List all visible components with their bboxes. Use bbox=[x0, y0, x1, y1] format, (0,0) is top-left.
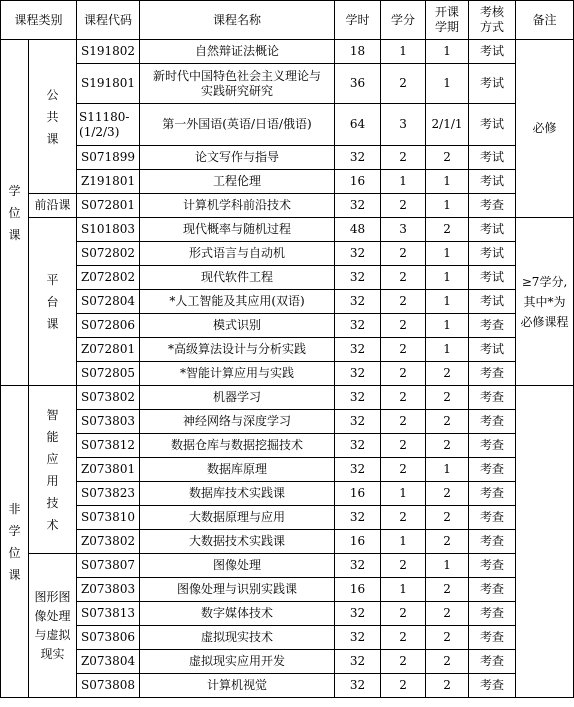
course-code: S073803 bbox=[77, 410, 140, 434]
course-code: S073807 bbox=[77, 554, 140, 578]
course-exam: 考试 bbox=[469, 266, 516, 290]
course-credits: 1 bbox=[381, 170, 426, 194]
course-exam: 考试 bbox=[469, 218, 516, 242]
course-term: 2 bbox=[426, 674, 469, 698]
course-code: Z073801 bbox=[77, 458, 140, 482]
course-name: 虚拟现实应用开发 bbox=[140, 650, 335, 674]
header-category: 课程类别 bbox=[1, 1, 77, 40]
course-credits: 2 bbox=[381, 506, 426, 530]
course-credits: 1 bbox=[381, 482, 426, 506]
course-name: 虚拟现实技术 bbox=[140, 626, 335, 650]
course-name: 计算机学科前沿技术 bbox=[140, 194, 335, 218]
course-credits: 3 bbox=[381, 218, 426, 242]
table-row bbox=[1, 242, 574, 266]
header-hours: 学时 bbox=[335, 1, 381, 40]
course-name: *人工智能及其应用(双语) bbox=[140, 290, 335, 314]
course-credits: 2 bbox=[381, 338, 426, 362]
table-row bbox=[1, 194, 574, 218]
course-term: 1 bbox=[426, 266, 469, 290]
table-row bbox=[1, 218, 574, 242]
course-name: 大数据原理与应用 bbox=[140, 506, 335, 530]
course-name: 神经网络与深度学习 bbox=[140, 410, 335, 434]
table-row bbox=[1, 458, 574, 482]
group-platform-courses: 平台课 bbox=[29, 218, 77, 386]
course-name: 计算机视觉 bbox=[140, 674, 335, 698]
course-term: 1 bbox=[426, 170, 469, 194]
course-code: S072801 bbox=[77, 194, 140, 218]
header-credits: 学分 bbox=[381, 1, 426, 40]
course-hours: 32 bbox=[335, 410, 381, 434]
course-hours: 32 bbox=[335, 386, 381, 410]
course-exam: 考试 bbox=[469, 64, 516, 104]
course-term: 2 bbox=[426, 218, 469, 242]
course-credits: 2 bbox=[381, 434, 426, 458]
course-exam: 考查 bbox=[469, 578, 516, 602]
course-credits: 2 bbox=[381, 194, 426, 218]
course-name: 图像处理 bbox=[140, 554, 335, 578]
course-exam: 考查 bbox=[469, 386, 516, 410]
course-exam: 考查 bbox=[469, 482, 516, 506]
course-term: 1 bbox=[426, 458, 469, 482]
course-term: 2 bbox=[426, 578, 469, 602]
table-row bbox=[1, 506, 574, 530]
course-exam: 考查 bbox=[469, 458, 516, 482]
course-code: S072802 bbox=[77, 242, 140, 266]
header-code: 课程代码 bbox=[77, 1, 140, 40]
course-name: 数字媒体技术 bbox=[140, 602, 335, 626]
course-name: 数据库原理 bbox=[140, 458, 335, 482]
course-code: S101803 bbox=[77, 218, 140, 242]
course-name: 数据库技术实践课 bbox=[140, 482, 335, 506]
table-row bbox=[1, 602, 574, 626]
course-hours: 32 bbox=[335, 650, 381, 674]
course-hours: 32 bbox=[335, 266, 381, 290]
course-name: 现代概率与随机过程 bbox=[140, 218, 335, 242]
course-hours: 32 bbox=[335, 434, 381, 458]
course-code: Z072801 bbox=[77, 338, 140, 362]
course-name: 第一外国语(英语/日语/俄语) bbox=[140, 104, 335, 146]
course-hours: 32 bbox=[335, 242, 381, 266]
header-exam: 考核方式 bbox=[469, 1, 516, 40]
course-hours: 32 bbox=[335, 194, 381, 218]
course-hours: 32 bbox=[335, 290, 381, 314]
course-hours: 32 bbox=[335, 458, 381, 482]
course-name: *智能计算应用与实践 bbox=[140, 362, 335, 386]
course-term: 1 bbox=[426, 314, 469, 338]
course-name: 大数据技术实践课 bbox=[140, 530, 335, 554]
course-exam: 考查 bbox=[469, 434, 516, 458]
table-row bbox=[1, 578, 574, 602]
course-code: S073808 bbox=[77, 674, 140, 698]
course-credits: 2 bbox=[381, 290, 426, 314]
course-exam: 考试 bbox=[469, 40, 516, 64]
group-graphics-vr: 图形图像处理与虚拟现实 bbox=[29, 554, 77, 698]
course-name: *高级算法设计与分析实践 bbox=[140, 338, 335, 362]
table-row bbox=[1, 104, 574, 146]
table-row bbox=[1, 146, 574, 170]
course-term: 2 bbox=[426, 602, 469, 626]
table-row bbox=[1, 626, 574, 650]
course-term: 2 bbox=[426, 434, 469, 458]
course-exam: 考查 bbox=[469, 530, 516, 554]
course-name: 新时代中国特色社会主义理论与实践研究研究 bbox=[140, 64, 335, 104]
course-term: 1 bbox=[426, 242, 469, 266]
course-exam: 考查 bbox=[469, 506, 516, 530]
course-term: 1 bbox=[426, 64, 469, 104]
course-credits: 2 bbox=[381, 362, 426, 386]
course-term: 2/1/1 bbox=[426, 104, 469, 146]
course-code: S11180-(1/2/3) bbox=[77, 104, 140, 146]
course-hours: 16 bbox=[335, 530, 381, 554]
course-term: 2 bbox=[426, 146, 469, 170]
course-hours: 16 bbox=[335, 482, 381, 506]
table-row bbox=[1, 314, 574, 338]
course-code: S191802 bbox=[77, 40, 140, 64]
course-code: S072806 bbox=[77, 314, 140, 338]
course-hours: 32 bbox=[335, 554, 381, 578]
course-credits: 3 bbox=[381, 104, 426, 146]
course-hours: 32 bbox=[335, 146, 381, 170]
course-credits: 2 bbox=[381, 626, 426, 650]
course-term: 2 bbox=[426, 626, 469, 650]
course-term: 2 bbox=[426, 530, 469, 554]
table-row bbox=[1, 266, 574, 290]
course-term: 1 bbox=[426, 290, 469, 314]
course-code: S072805 bbox=[77, 362, 140, 386]
table-row bbox=[1, 410, 574, 434]
group-non-degree-courses: 非学位课 bbox=[1, 386, 29, 698]
course-credits: 2 bbox=[381, 64, 426, 104]
course-exam: 考试 bbox=[469, 170, 516, 194]
course-term: 1 bbox=[426, 338, 469, 362]
course-exam: 考查 bbox=[469, 314, 516, 338]
header-name: 课程名称 bbox=[140, 1, 335, 40]
note-platform-requirement: ≥7学分,其中*为必修课程 bbox=[516, 218, 574, 386]
course-term: 2 bbox=[426, 386, 469, 410]
note-empty bbox=[516, 386, 574, 698]
table-row bbox=[1, 386, 574, 410]
header-row bbox=[1, 1, 574, 40]
course-name: 自然辩证法概论 bbox=[140, 40, 335, 64]
course-hours: 32 bbox=[335, 338, 381, 362]
header-term: 开课学期 bbox=[426, 1, 469, 40]
course-credits: 2 bbox=[381, 386, 426, 410]
group-frontier-courses: 前沿课 bbox=[29, 194, 77, 218]
course-code: S073813 bbox=[77, 602, 140, 626]
course-term: 2 bbox=[426, 410, 469, 434]
course-exam: 考试 bbox=[469, 242, 516, 266]
course-hours: 32 bbox=[335, 602, 381, 626]
course-code: S073802 bbox=[77, 386, 140, 410]
course-code: Z072802 bbox=[77, 266, 140, 290]
course-code: S073812 bbox=[77, 434, 140, 458]
header-note: 备注 bbox=[516, 1, 574, 40]
course-code: S073823 bbox=[77, 482, 140, 506]
course-term: 2 bbox=[426, 506, 469, 530]
course-exam: 考查 bbox=[469, 410, 516, 434]
course-name: 现代软件工程 bbox=[140, 266, 335, 290]
course-term: 1 bbox=[426, 554, 469, 578]
course-term: 1 bbox=[426, 194, 469, 218]
course-credits: 1 bbox=[381, 578, 426, 602]
table-row bbox=[1, 650, 574, 674]
table-row bbox=[1, 40, 574, 64]
course-credits: 2 bbox=[381, 266, 426, 290]
course-name: 论文写作与指导 bbox=[140, 146, 335, 170]
course-code: Z191801 bbox=[77, 170, 140, 194]
course-term: 1 bbox=[426, 40, 469, 64]
group-intelligent-tech: 智能应用技术 bbox=[29, 386, 77, 554]
course-name: 模式识别 bbox=[140, 314, 335, 338]
course-hours: 32 bbox=[335, 314, 381, 338]
course-code: Z073802 bbox=[77, 530, 140, 554]
course-credits: 2 bbox=[381, 410, 426, 434]
course-term: 2 bbox=[426, 650, 469, 674]
course-name: 形式语言与自动机 bbox=[140, 242, 335, 266]
course-code: Z073804 bbox=[77, 650, 140, 674]
course-hours: 32 bbox=[335, 362, 381, 386]
course-exam: 考查 bbox=[469, 674, 516, 698]
course-hours: 64 bbox=[335, 104, 381, 146]
course-credits: 2 bbox=[381, 146, 426, 170]
table-row bbox=[1, 434, 574, 458]
course-name: 图像处理与识别实践课 bbox=[140, 578, 335, 602]
course-credits: 2 bbox=[381, 650, 426, 674]
course-code: Z073803 bbox=[77, 578, 140, 602]
course-hours: 48 bbox=[335, 218, 381, 242]
course-credits: 1 bbox=[381, 530, 426, 554]
course-credits: 2 bbox=[381, 458, 426, 482]
course-code: S071899 bbox=[77, 146, 140, 170]
group-degree-courses: 学位课 bbox=[1, 40, 29, 386]
course-name: 机器学习 bbox=[140, 386, 335, 410]
course-exam: 考查 bbox=[469, 554, 516, 578]
course-credits: 2 bbox=[381, 242, 426, 266]
course-code: S191801 bbox=[77, 64, 140, 104]
table-row bbox=[1, 674, 574, 698]
course-exam: 考查 bbox=[469, 650, 516, 674]
course-name: 工程伦理 bbox=[140, 170, 335, 194]
course-credits: 1 bbox=[381, 40, 426, 64]
course-exam: 考查 bbox=[469, 626, 516, 650]
course-exam: 考试 bbox=[469, 290, 516, 314]
course-exam: 考查 bbox=[469, 194, 516, 218]
course-code: S073810 bbox=[77, 506, 140, 530]
table-row bbox=[1, 290, 574, 314]
course-hours: 16 bbox=[335, 578, 381, 602]
table-row bbox=[1, 362, 574, 386]
course-hours: 18 bbox=[335, 40, 381, 64]
course-credits: 2 bbox=[381, 314, 426, 338]
note-required: 必修 bbox=[516, 40, 574, 218]
table-row bbox=[1, 554, 574, 578]
course-code: S073806 bbox=[77, 626, 140, 650]
course-hours: 32 bbox=[335, 506, 381, 530]
course-credits: 2 bbox=[381, 674, 426, 698]
course-hours: 32 bbox=[335, 674, 381, 698]
table-row bbox=[1, 338, 574, 362]
course-hours: 36 bbox=[335, 64, 381, 104]
table-row bbox=[1, 482, 574, 506]
course-exam: 考试 bbox=[469, 146, 516, 170]
course-exam: 考试 bbox=[469, 104, 516, 146]
course-name: 数据仓库与数据挖掘技术 bbox=[140, 434, 335, 458]
course-hours: 16 bbox=[335, 170, 381, 194]
course-term: 2 bbox=[426, 482, 469, 506]
table-row bbox=[1, 170, 574, 194]
table-row bbox=[1, 64, 574, 104]
table-row bbox=[1, 530, 574, 554]
course-term: 2 bbox=[426, 362, 469, 386]
course-exam: 考查 bbox=[469, 362, 516, 386]
group-public-courses: 公共课 bbox=[29, 40, 77, 194]
course-exam: 考试 bbox=[469, 338, 516, 362]
course-code: S072804 bbox=[77, 290, 140, 314]
course-credits: 2 bbox=[381, 602, 426, 626]
course-hours: 32 bbox=[335, 626, 381, 650]
course-credits: 2 bbox=[381, 554, 426, 578]
course-exam: 考查 bbox=[469, 602, 516, 626]
